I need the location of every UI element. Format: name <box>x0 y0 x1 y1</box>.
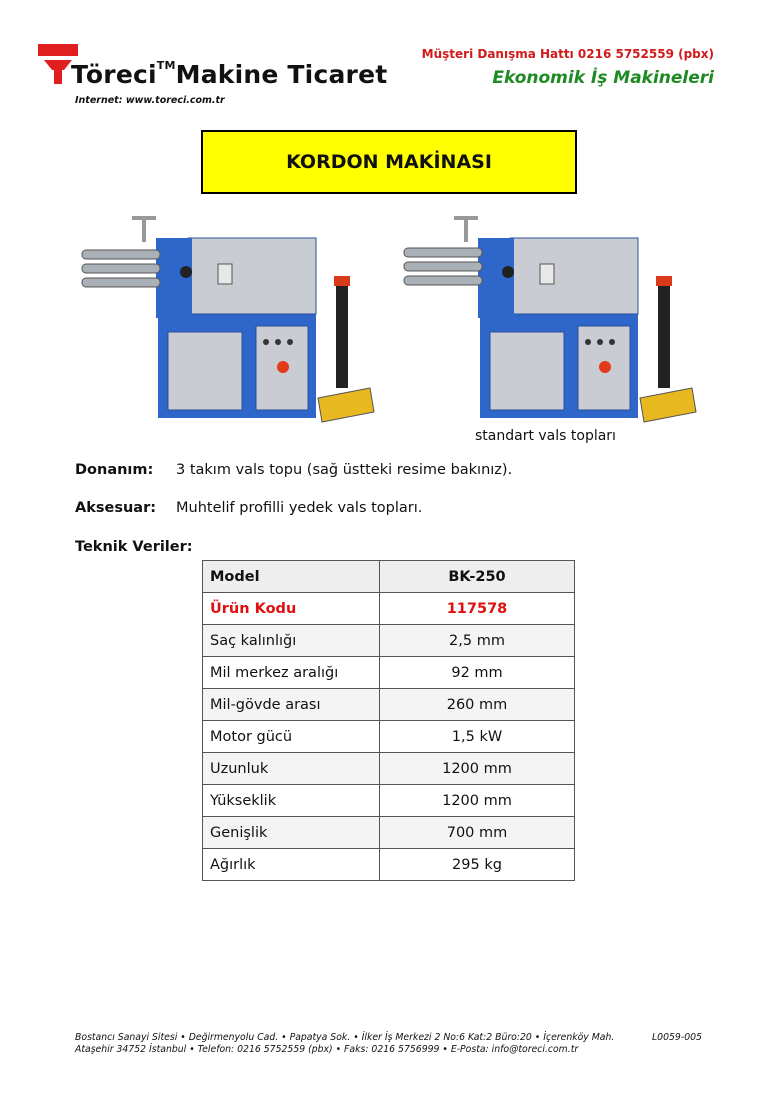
product-code-row <box>203 593 575 625</box>
footer-address <box>75 1032 614 1056</box>
table-cell: 1200 mm <box>380 785 575 817</box>
website-link[interactable]: Internet: www.toreci.com.tr <box>75 95 225 106</box>
brand-name: Töreci <box>71 60 157 89</box>
table-row <box>203 657 575 689</box>
table-row <box>203 721 575 753</box>
table-row <box>203 689 575 721</box>
product-title-box <box>201 130 577 194</box>
brand-title <box>71 59 388 89</box>
table-row <box>203 817 575 849</box>
table-cell: 1,5 kW <box>380 721 575 753</box>
equipment-label: Donanım: <box>75 462 154 478</box>
table-cell: Yükseklik <box>203 785 380 817</box>
table-cell: BK-250 <box>380 561 575 593</box>
document-id: L0059-005 <box>652 1032 702 1043</box>
accessory-row <box>75 500 422 516</box>
trademark-mark: TM <box>156 59 176 72</box>
table-cell: 117578 <box>380 593 575 625</box>
table-cell: Model <box>203 561 380 593</box>
table-cell: Saç kalınlığı <box>203 625 380 657</box>
brand-suffix: Makine Ticaret <box>175 60 388 89</box>
table-cell: 700 mm <box>380 817 575 849</box>
footer-line: Ataşehir 34752 İstanbul • Telefon: 0216 5752559 (pbx) • Faks: 0216 5756999 • E-Posta: info@toreci.com.tr <box>75 1044 579 1055</box>
table-cell: Ürün Kodu <box>203 593 380 625</box>
table-row <box>203 849 575 881</box>
bead-machine-image-rollers <box>400 212 700 427</box>
image-caption: standart vals topları <box>475 428 616 444</box>
table-cell: Uzunluk <box>203 753 380 785</box>
table-cell: Mil merkez aralığı <box>203 657 380 689</box>
table-row <box>203 625 575 657</box>
table-cell: Mil-gövde arası <box>203 689 380 721</box>
company-slogan: Ekonomik İş Makineleri <box>492 68 714 88</box>
product-title: KORDON MAKİNASI <box>286 151 492 173</box>
table-row <box>203 785 575 817</box>
table-cell: Ağırlık <box>203 849 380 881</box>
spec-table <box>202 560 575 881</box>
table-cell: 92 mm <box>380 657 575 689</box>
accessory-label: Aksesuar: <box>75 500 157 516</box>
footer-line: Bostancı Sanayi Sitesi • Değirmenyolu Cad. • Papatya Sok. • İlker İş Merkezi 2 No:6 Kat:2 Büro:20 • İçerenköy Mah. <box>75 1032 615 1043</box>
table-cell: 260 mm <box>380 689 575 721</box>
technical-data-label: Teknik Veriler: <box>75 539 193 555</box>
table-cell: Genişlik <box>203 817 380 849</box>
table-cell: 295 kg <box>380 849 575 881</box>
accessory-value: Muhtelif profilli yedek vals topları. <box>176 500 423 516</box>
table-header-row <box>203 561 575 593</box>
table-cell: Motor gücü <box>203 721 380 753</box>
equipment-value: 3 takım vals topu (sağ üstteki resime bakınız). <box>176 462 513 478</box>
table-row <box>203 753 575 785</box>
bead-machine-image <box>78 212 378 427</box>
table-cell: 2,5 mm <box>380 625 575 657</box>
equipment-row <box>75 462 512 478</box>
customer-hotline: Müşteri Danışma Hattı 0216 5752559 (pbx) <box>421 47 714 61</box>
table-cell: 1200 mm <box>380 753 575 785</box>
